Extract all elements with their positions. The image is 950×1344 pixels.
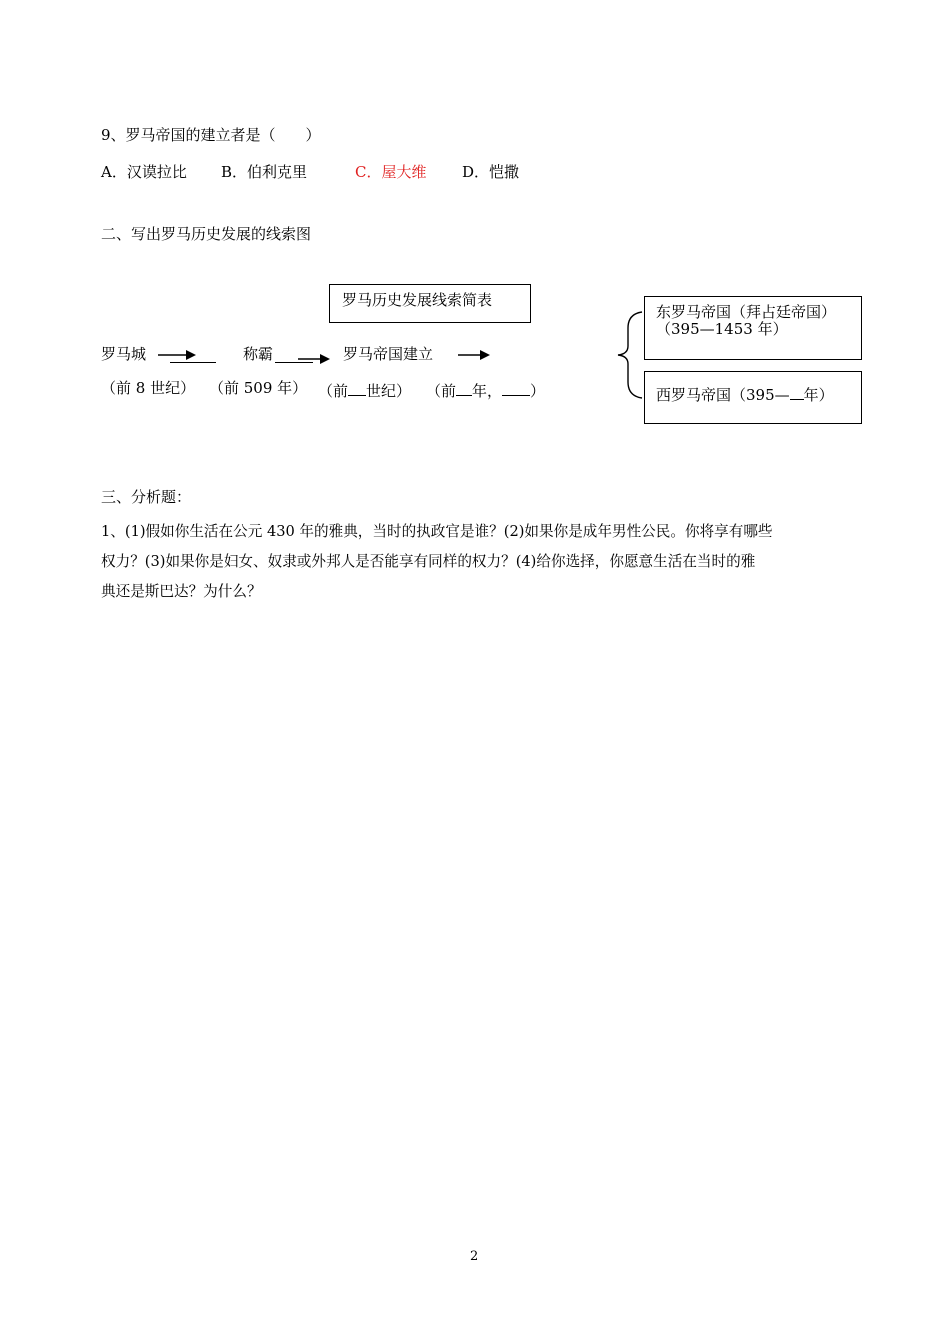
stage-dominance: 称霸 (243, 345, 274, 363)
blank-5 (502, 381, 530, 396)
west-prefix: 西罗马帝国（395— (656, 386, 790, 404)
analysis-question-line-2: 权力？(3)如果你是妇女、奴隶或外邦人是否能享有同样的权力？(4)给你选择，你愿意生活在当时的雅 (101, 553, 756, 570)
arrow-icon-1 (158, 349, 198, 361)
option-b: B．伯利克里 (221, 163, 308, 181)
west-suffix: 年） (803, 386, 834, 404)
stage-empire-founded: 罗马帝国建立 (343, 345, 434, 363)
east-line-1: 东罗马帝国（拜占廷帝国） (656, 303, 837, 321)
date-4-mid: 年， (472, 382, 503, 400)
date-4-suffix: ） (530, 382, 546, 400)
date-4-prefix: （前 (426, 382, 457, 400)
page-number: 2 (470, 1249, 479, 1264)
timeline-title-box (329, 284, 531, 323)
blank-6 (790, 385, 804, 400)
east-line-2: （395—1453 年） (656, 320, 788, 338)
stage-rome-city: 罗马城 (101, 345, 147, 363)
date-509: （前 509 年） (209, 379, 308, 397)
date-year-blank (426, 381, 545, 399)
blank-4 (456, 381, 472, 396)
section-2-heading: 二、写出罗马历史发展的线索图 (101, 225, 312, 243)
arrow-icon-2 (298, 353, 332, 365)
west-roman-empire-box (644, 371, 862, 424)
arrow-icon-3 (458, 349, 492, 361)
question-9-stem: 9、罗马帝国的建立者是（ ） (101, 126, 321, 144)
analysis-question-line-3: 典还是斯巴达？为什么？ (101, 583, 262, 600)
option-c-answer: C．屋大维 (355, 163, 427, 181)
option-a: A．汉谟拉比 (101, 163, 187, 181)
timeline-title: 罗马历史发展线索简表 (342, 291, 493, 309)
date-3-suffix: 世纪） (366, 382, 412, 400)
analysis-question-line-1: 1、(1)假如你生活在公元 430 年的雅典，当时的执政官是谁？(2)如果你是成年男性公民。你将享有哪些 (101, 523, 773, 540)
west-line-1 (656, 385, 834, 403)
date-3-prefix: （前 (318, 382, 349, 400)
option-d: D．恺撒 (462, 163, 520, 181)
blank-3 (348, 381, 366, 396)
date-century-blank (318, 381, 411, 399)
date-8th-century: （前 8 世纪） (101, 379, 196, 397)
curly-brace-icon (614, 310, 644, 400)
section-3-heading: 三、分析题： (101, 488, 192, 506)
east-roman-empire-box (644, 296, 862, 360)
